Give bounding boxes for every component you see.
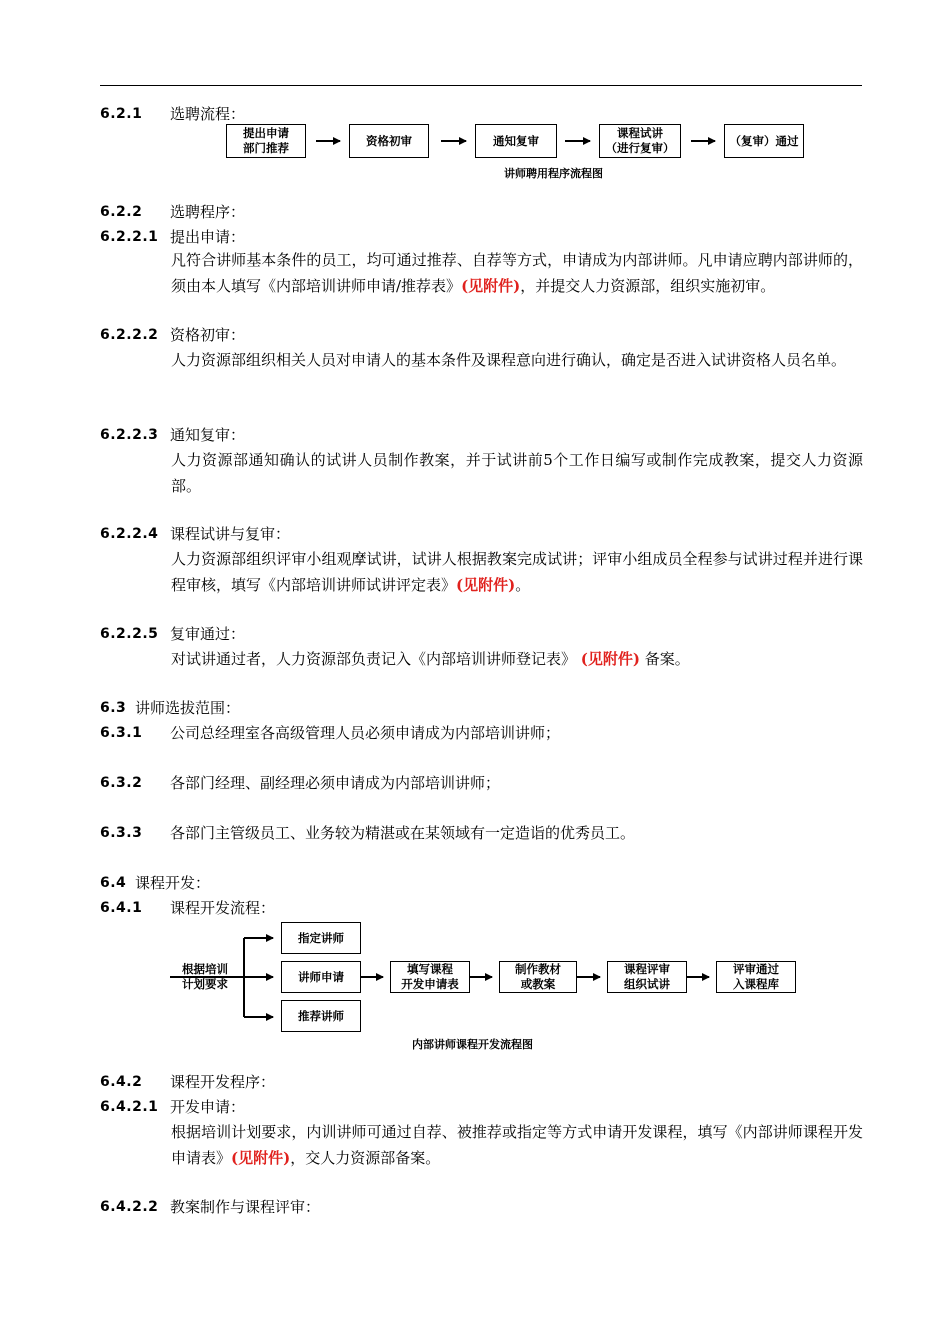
section-number: 6.2.2.3 <box>100 427 159 443</box>
section-number: 6.2.2.2 <box>100 327 159 343</box>
flow-box-apply: 提出申请 部门推荐 <box>226 124 306 158</box>
section-number: 6.3.1 <box>100 725 143 741</box>
section-number: 6.3.2 <box>100 775 143 791</box>
section-title: 课程开发： <box>135 874 211 892</box>
section-number: 6.2.2.1 <box>100 229 159 245</box>
paragraph: 根据培训计划要求，内训讲师可通过自荐、被推荐或指定等方式申请开发课程，填写《内部讲师课程开发申请表》(见附件)，交人力资源部备案。 <box>171 1123 863 1167</box>
flow-step-application: 填写课程 开发申请表 <box>390 961 470 993</box>
section-title: 讲师选拔范围： <box>135 699 241 717</box>
section-title: 课程开发流程： <box>170 899 276 917</box>
flow-box-notify-review: 通知复审 <box>475 124 557 158</box>
flow-box-pass: （复审）通过 <box>724 124 804 158</box>
flow-box-trial-lecture: 课程试讲 （进行复审） <box>599 124 681 158</box>
list-item: 各部门经理、副经理必须申请成为内部培训讲师； <box>170 774 501 792</box>
section-title: 提出申请： <box>170 228 246 246</box>
section-title: 课程开发程序： <box>170 1073 276 1091</box>
list-item: 公司总经理室各高级管理人员必须申请成为内部培训讲师； <box>170 724 561 742</box>
section-title: 选聘流程： <box>170 105 246 123</box>
section-number: 6.2.2.4 <box>100 526 159 542</box>
section-title: 教案制作与课程评审： <box>170 1198 321 1216</box>
section-title: 课程试讲与复审： <box>170 525 291 543</box>
section-title: 通知复审： <box>170 426 246 444</box>
flow-source-label: 根据培训 计划要求 <box>182 962 228 991</box>
appendix-note: (见附件) <box>231 1149 291 1167</box>
flow-caption: 讲师聘用程序流程图 <box>504 167 603 180</box>
paragraph: 人力资源部组织评审小组观摩试讲，试讲人根据教案完成试讲；评审小组成员全程参与试讲过程并进行课程审核，填写《内部培训讲师试讲评定表》(见附件)。 <box>171 550 863 594</box>
flow-branch-assigned: 指定讲师 <box>281 922 361 954</box>
section-title: 开发申请： <box>170 1098 246 1116</box>
flow-branch-recommended: 推荐讲师 <box>281 1000 361 1032</box>
appendix-note: (见附件) <box>456 576 516 594</box>
paragraph: 人力资源部通知确认的试讲人员制作教案，并于试讲前5个工作日编写或制作完成教案，提交人力资源部。 <box>171 451 863 495</box>
section-number: 6.2.1 <box>100 106 143 122</box>
flow-caption: 内部讲师课程开发流程图 <box>412 1038 533 1051</box>
flow-step-materials: 制作教材 或教案 <box>499 961 577 993</box>
section-number: 6.4.1 <box>100 900 143 916</box>
list-item: 各部门主管级员工、业务较为精湛或在某领域有一定造诣的优秀员工。 <box>170 824 636 842</box>
section-title: 资格初审： <box>170 326 246 344</box>
section-number: 6.3.3 <box>100 825 143 841</box>
section-number: 6.2.2 <box>100 204 143 220</box>
section-title: 选聘程序： <box>170 203 246 221</box>
section-number: 6.4 <box>100 875 127 891</box>
flow-branch-apply: 讲师申请 <box>281 961 361 993</box>
section-number: 6.3 <box>100 700 127 716</box>
paragraph: 凡符合讲师基本条件的员工，均可通过推荐、自荐等方式，申请成为内部讲师。凡申请应聘内部讲师的，须由本人填写《内部培训讲师申请/推荐表》(见附件)，并提交人力资源部，组织实施初审。 <box>171 251 863 295</box>
appendix-note: (见附件) <box>461 277 521 295</box>
section-number: 6.4.2.1 <box>100 1099 159 1115</box>
flow-step-approved: 评审通过 入课程库 <box>716 961 796 993</box>
section-number: 6.2.2.5 <box>100 626 159 642</box>
appendix-note: (见附件) <box>580 650 640 668</box>
paragraph: 人力资源部组织相关人员对申请人的基本条件及课程意向进行确认，确定是否进入试讲资格人员名单。 <box>171 351 847 369</box>
section-number: 6.4.2 <box>100 1074 143 1090</box>
section-title: 复审通过： <box>170 625 246 643</box>
flow-box-initial-review: 资格初审 <box>349 124 429 158</box>
section-number: 6.4.2.2 <box>100 1199 159 1215</box>
paragraph: 对试讲通过者，人力资源部负责记入《内部培训讲师登记表》 (见附件) 备案。 <box>171 650 690 668</box>
flow-step-review: 课程评审 组织试讲 <box>607 961 687 993</box>
